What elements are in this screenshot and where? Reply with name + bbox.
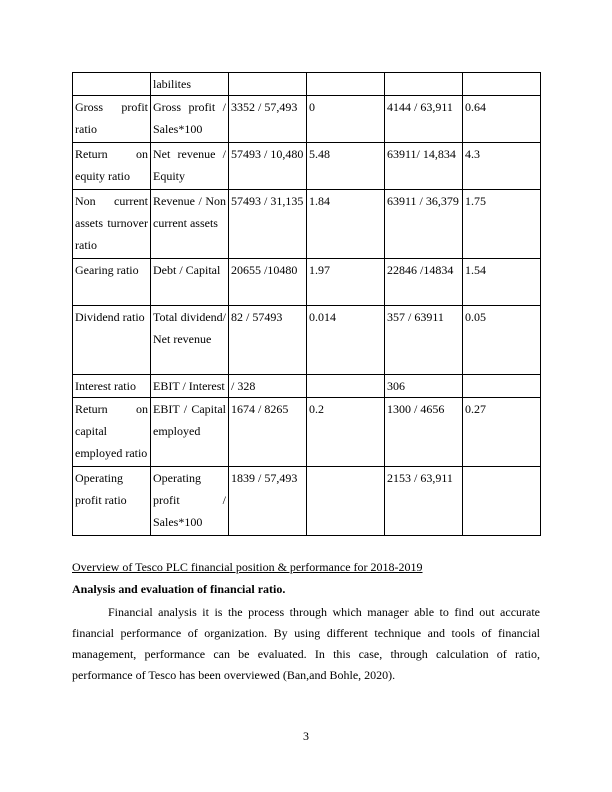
table-cell: 20655 /10480 [229,259,307,306]
table-cell: 22846 /14834 [385,259,463,306]
table-cell [463,375,541,398]
table-cell: 82 / 57493 [229,306,307,375]
table-cell [307,73,385,96]
table-row [73,96,541,143]
table-cell: 0.05 [463,306,541,375]
table-cell: Gross profit / Sales*100 [151,96,229,143]
table-row [73,259,541,306]
table-cell: Revenue / Non current assets [151,190,229,259]
table-cell: 0.014 [307,306,385,375]
table-cell: 357 / 63911 [385,306,463,375]
table-cell: 0.64 [463,96,541,143]
table-cell: Dividend ratio [73,306,151,375]
overview-title: Overview of Tesco PLC financial position & performance for 2018-2019 [72,560,423,574]
table-row [73,306,541,375]
table-row [73,375,541,398]
section-heading: Analysis and evaluation of financial ratio. [72,582,286,596]
table-cell: 306 [385,375,463,398]
table-cell [385,73,463,96]
table-cell: 4144 / 63,911 [385,96,463,143]
table-row [73,398,541,467]
table-cell: 1839 / 57,493 [229,467,307,536]
table-cell: Interest ratio [73,375,151,398]
table-cell: 5.48 [307,143,385,190]
table-cell: 1.97 [307,259,385,306]
table-cell: Gross profit ratio [73,96,151,143]
table-row [73,73,541,96]
table-cell [307,375,385,398]
table-cell: 3352 / 57,493 [229,96,307,143]
page-number: 3 [303,729,309,743]
table-cell: Operating profit / Sales*100 [151,467,229,536]
table-cell: 57493 / 10,480 [229,143,307,190]
table-row [73,190,541,259]
table-cell: Net revenue / Equity [151,143,229,190]
ratio-table [72,72,541,536]
table-cell: Return on equity ratio [73,143,151,190]
table-cell: Non current assets turnover ratio [73,190,151,259]
table-cell: 63911/ 14,834 [385,143,463,190]
table-cell: Gearing ratio [73,259,151,306]
table-cell [463,73,541,96]
table-cell: 1.54 [463,259,541,306]
table-cell [307,467,385,536]
table-cell: 57493 / 31,135 [229,190,307,259]
table-cell: labilites [151,73,229,96]
table-cell: 0 [307,96,385,143]
table-cell [73,73,151,96]
table-row [73,467,541,536]
table-cell: Debt / Capital [151,259,229,306]
table-cell: 0.2 [307,398,385,467]
table-cell: Return on capital employed ratio [73,398,151,467]
table-cell: EBIT / Capital employed [151,398,229,467]
table-cell: 63911 / 36,379 [385,190,463,259]
body-paragraph: Financial analysis it is the process through which manager able to find out accurate financial performance of organization. By using different technique and tools of financial management, performance can be evaluated. In this case, through calculation of ratio, performance of Tesco has been overviewed (Ban,and Bohle, 2020). [72,605,540,682]
table-cell: 1.75 [463,190,541,259]
table-cell: / 328 [229,375,307,398]
table-cell: Total dividend/ Net revenue [151,306,229,375]
table-cell: 4.3 [463,143,541,190]
table-cell: Operating profit ratio [73,467,151,536]
table-cell: 1674 / 8265 [229,398,307,467]
table-cell: 0.27 [463,398,541,467]
table-cell: EBIT / Interest [151,375,229,398]
table-row [73,143,541,190]
table-cell [229,73,307,96]
table-cell: 1.84 [307,190,385,259]
table-cell [463,467,541,536]
table-cell: 1300 / 4656 [385,398,463,467]
table-cell: 2153 / 63,911 [385,467,463,536]
